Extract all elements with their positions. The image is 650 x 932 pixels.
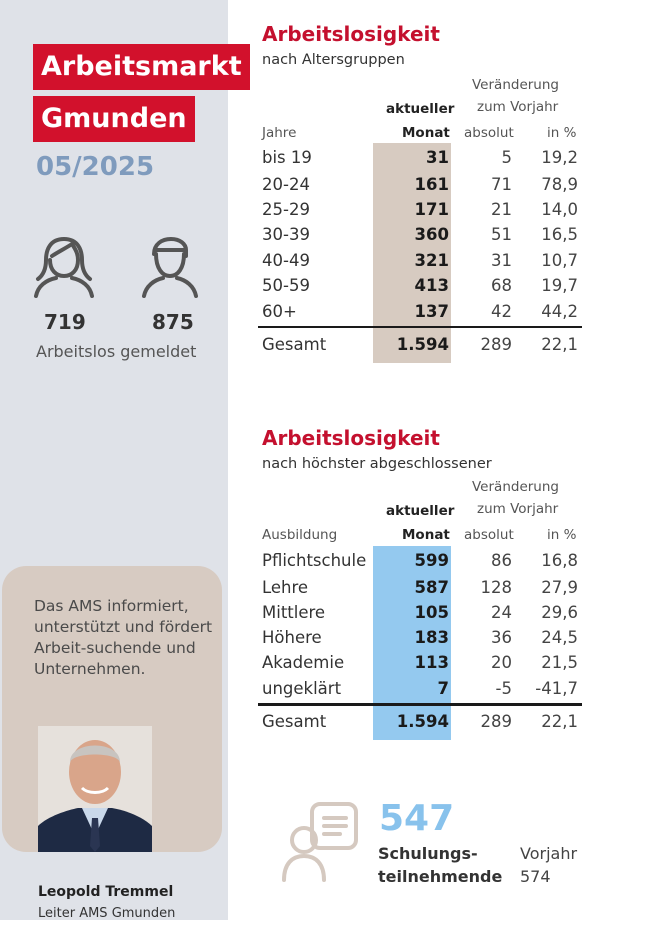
table-row (262, 578, 582, 603)
registered-label: Arbeitslos gemeldet (36, 342, 197, 361)
row-label: 30-39 (262, 225, 310, 244)
row-label: Pflichtschule (262, 551, 367, 570)
table-row (262, 175, 582, 200)
row-label: Lehre (262, 578, 309, 597)
table-row (262, 679, 582, 704)
age-header-label: Jahre (262, 125, 297, 141)
row-current-value: 413 (414, 276, 449, 295)
total-abs-change: 289 (480, 335, 512, 354)
age-header-pct: in % (547, 125, 577, 141)
row-abs-change: -5 (495, 679, 512, 698)
age-section-title: Arbeitslosigkeit (262, 22, 440, 46)
row-current-value: 587 (414, 578, 449, 597)
row-pct-change: 16,5 (541, 225, 578, 244)
row-pct-change: 10,7 (541, 251, 578, 270)
row-pct-change: -41,7 (535, 679, 578, 698)
row-label: ungeklärt (262, 679, 342, 698)
previous-year-label: Vorjahr (520, 844, 578, 863)
age-header-change-1: Veränderung (472, 77, 559, 93)
total-current-value: 1.594 (396, 335, 449, 354)
age-header-current-1: aktueller (386, 101, 455, 117)
row-current-value: 137 (414, 302, 449, 321)
row-label: Höhere (262, 628, 322, 647)
training-count: 547 (379, 798, 455, 839)
training-label-line-1: Schulungs- (378, 844, 478, 863)
edu-header-current-2: Monat (402, 527, 450, 543)
row-abs-change: 31 (491, 251, 512, 270)
person-name: Leopold Tremmel (38, 884, 174, 900)
row-current-value: 113 (414, 653, 449, 672)
row-current-value: 7 (437, 679, 449, 698)
table-row (262, 251, 582, 276)
edu-section-title: Arbeitslosigkeit (262, 426, 440, 450)
table-row (262, 628, 582, 653)
edu-total-divider (258, 703, 582, 706)
table-row (262, 225, 582, 250)
table-row (262, 653, 582, 678)
table-total-row (262, 712, 582, 737)
table-row (262, 276, 582, 301)
row-label: Mittlere (262, 603, 326, 622)
training-label-line-2: teilnehmende (378, 867, 503, 886)
row-pct-change: 44,2 (541, 302, 578, 321)
row-abs-change: 68 (491, 276, 512, 295)
row-current-value: 171 (414, 200, 449, 219)
row-pct-change: 19,7 (541, 276, 578, 295)
age-total-divider (258, 326, 582, 328)
row-current-value: 321 (414, 251, 449, 270)
training-label (378, 842, 502, 888)
female-count: 719 (44, 310, 86, 334)
row-label: bis 19 (262, 148, 312, 167)
report-date: 05/2025 (36, 152, 155, 182)
row-pct-change: 19,2 (541, 148, 578, 167)
total-current-value: 1.594 (396, 712, 449, 731)
row-abs-change: 21 (491, 200, 512, 219)
person-role: Leiter AMS Gmunden (38, 906, 176, 921)
row-abs-change: 5 (501, 148, 512, 167)
edu-header-pct: in % (547, 527, 577, 543)
row-label: 25-29 (262, 200, 310, 219)
row-pct-change: 29,6 (541, 603, 578, 622)
info-text: Das AMS informiert, unterstützt und fördert Arbeit-suchende und Unternehmen. (34, 597, 213, 678)
training-participant-icon (282, 800, 360, 882)
edu-header-abs: absolut (464, 527, 514, 543)
row-current-value: 31 (426, 148, 449, 167)
age-header-abs: absolut (464, 125, 514, 141)
table-row (262, 603, 582, 628)
age-header-change-2: zum Vorjahr (477, 99, 559, 115)
row-abs-change: 86 (491, 551, 512, 570)
row-abs-change: 128 (480, 578, 512, 597)
age-header-current-2: Monat (402, 125, 450, 141)
row-pct-change: 21,5 (541, 653, 578, 672)
title-line-2: Gmunden (33, 96, 195, 142)
edu-header-label: Ausbildung (262, 527, 338, 543)
edu-section-subtitle: nach höchster abgeschlossener (262, 456, 492, 472)
row-current-value: 161 (414, 175, 449, 194)
age-section-subtitle: nach Altersgruppen (262, 52, 405, 68)
total-pct-change: 22,1 (541, 712, 578, 731)
row-abs-change: 36 (491, 628, 512, 647)
previous-year-value: 574 (520, 867, 551, 886)
row-label: 60+ (262, 302, 297, 321)
table-total-row (262, 335, 582, 360)
row-pct-change: 14,0 (541, 200, 578, 219)
row-label: 20-24 (262, 175, 310, 194)
row-abs-change: 71 (491, 175, 512, 194)
edu-header-current-1: aktueller (386, 503, 455, 519)
total-label: Gesamt (262, 335, 327, 354)
row-abs-change: 42 (491, 302, 512, 321)
total-abs-change: 289 (480, 712, 512, 731)
edu-header-change-1: Veränderung (472, 479, 559, 495)
row-pct-change: 27,9 (541, 578, 578, 597)
row-pct-change: 78,9 (541, 175, 578, 194)
row-current-value: 183 (414, 628, 449, 647)
table-row (262, 302, 582, 327)
table-row (262, 148, 582, 173)
row-abs-change: 51 (491, 225, 512, 244)
total-pct-change: 22,1 (541, 335, 578, 354)
table-row (262, 200, 582, 225)
row-pct-change: 24,5 (541, 628, 578, 647)
portrait-photo (38, 726, 152, 852)
row-abs-change: 20 (491, 653, 512, 672)
table-row (262, 551, 582, 576)
female-person-icon (32, 236, 96, 298)
info-card (2, 566, 222, 852)
edu-header-change-2: zum Vorjahr (477, 501, 559, 517)
row-current-value: 105 (414, 603, 449, 622)
row-label: 50-59 (262, 276, 310, 295)
row-label: Akademie (262, 653, 345, 672)
male-person-icon (138, 236, 202, 298)
row-abs-change: 24 (491, 603, 512, 622)
title-line-1: Arbeitsmarkt (33, 44, 250, 90)
row-pct-change: 16,8 (541, 551, 578, 570)
row-current-value: 599 (414, 551, 449, 570)
male-count: 875 (152, 310, 194, 334)
row-label: 40-49 (262, 251, 310, 270)
row-current-value: 360 (414, 225, 449, 244)
sidebar (0, 0, 242, 921)
total-label: Gesamt (262, 712, 327, 731)
